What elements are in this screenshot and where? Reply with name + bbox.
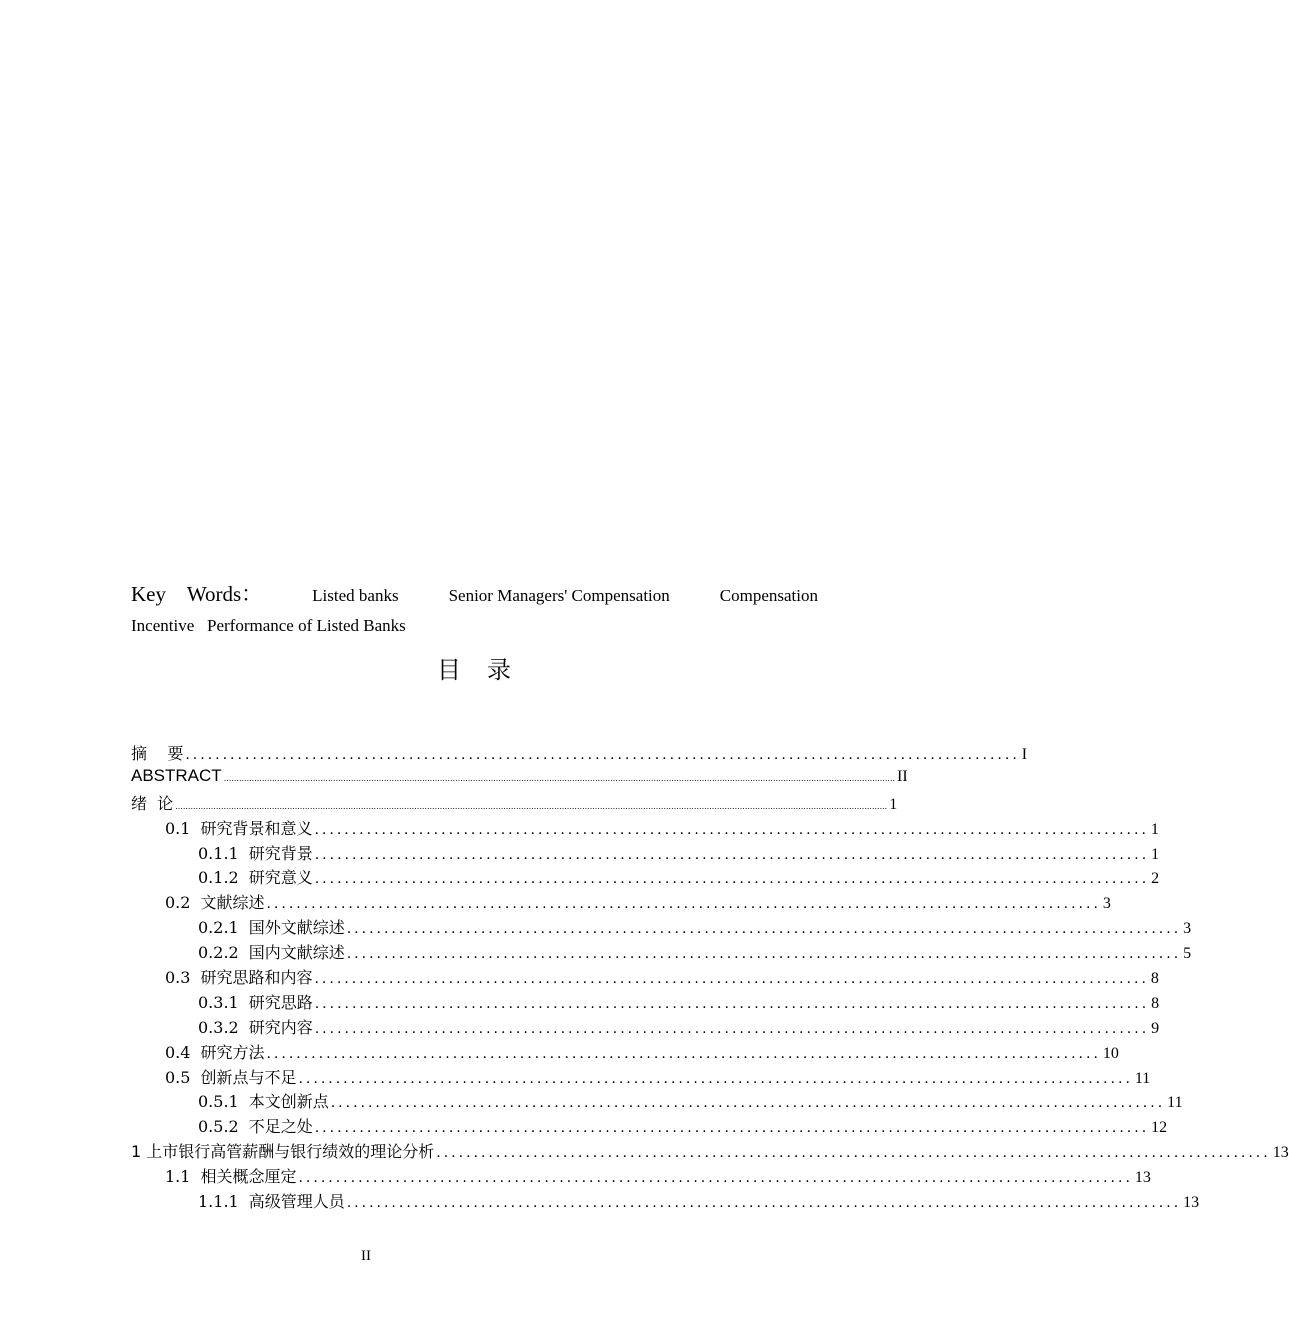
toc-leader-dots: ................................................................................................................ [314, 995, 1150, 1012]
toc-entry-number: 0.2.2 [198, 943, 239, 963]
toc-leader-dots: ................................................................................................................ [346, 921, 1182, 938]
toc-entry-label: 创新点与不足 [200, 1067, 297, 1087]
toc-entry-page: 11 [1167, 1094, 1183, 1112]
toc-entry-number: 0.5 [165, 1067, 191, 1087]
toc-entry[interactable] [131, 890, 1111, 915]
keywords-line [131, 578, 818, 608]
toc-entry-page: 13 [1134, 1169, 1151, 1187]
toc-leader-dots: ................................................................................................................ [185, 747, 1020, 763]
page-number: II [361, 1248, 371, 1264]
toc-entry-page: 2 [1151, 870, 1160, 888]
toc-entry-page: 5 [1183, 945, 1192, 963]
toc-leader-dots: ................................................................................................................ [314, 1120, 1150, 1137]
toc-title: 目录 [437, 656, 537, 684]
toc-leader-dots: ................................................................................................................ [330, 1095, 1166, 1112]
toc-leader-dots: ................................................................................................................ [436, 1145, 1271, 1162]
toc-entry-page: 11 [1134, 1069, 1151, 1087]
toc-entry[interactable] [131, 1114, 1168, 1139]
keyword-3: Compensation [719, 586, 818, 605]
toc-leader-dots: ................................................................................................................ [346, 1195, 1182, 1212]
keywords-line-2: Incentive Performance of Listed Banks [131, 616, 406, 635]
toc-entry-page: 3 [1102, 895, 1111, 913]
toc-entry-abstract-cn[interactable] [131, 741, 1028, 766]
toc-entry-label: 不足之处 [248, 1117, 313, 1137]
toc-leader-dots: ................................................................................................................ [346, 946, 1182, 963]
toc-entry-label: 本文创新点 [248, 1092, 329, 1112]
table-of-contents [131, 741, 1289, 1214]
toc-entry[interactable] [131, 1164, 1151, 1189]
toc-entry-page: 1 [1151, 845, 1160, 863]
toc-leader-dots: ........................................................................................................................................................................................................................................................................................ [175, 801, 888, 811]
keywords-label: Key Words： [131, 582, 263, 606]
toc-entry-page: 13 [1272, 1144, 1289, 1162]
toc-entry-label: 研究背景和意义 [200, 818, 313, 838]
keyword-1: Listed banks [312, 586, 399, 605]
toc-entry-number: 0.2.1 [198, 918, 239, 938]
toc-entry-label: 研究方法 [200, 1042, 265, 1062]
toc-leader-dots: ................................................................................................................ [298, 1170, 1133, 1187]
toc-entry[interactable] [131, 841, 1160, 866]
toc-entry-label: ABSTRACT [131, 765, 222, 785]
toc-entry[interactable] [131, 816, 1159, 841]
toc-entry[interactable] [131, 915, 1192, 940]
toc-entry-number: 0.1.1 [198, 843, 239, 863]
toc-entry-number: 0.1 [165, 818, 191, 838]
toc-entry-number: 0.3 [165, 968, 191, 988]
toc-entry[interactable] [131, 1015, 1160, 1040]
toc-entry-label: 1 上市银行高管薪酬与银行绩效的理论分析 [131, 1142, 435, 1162]
toc-leader-dots: ................................................................................................................ [314, 971, 1149, 988]
toc-entry[interactable] [131, 1189, 1200, 1214]
keyword-2: Senior Managers' Compensation [448, 586, 670, 605]
toc-entry-label: 研究内容 [248, 1017, 313, 1037]
toc-entry-page: 1 [1150, 820, 1159, 838]
toc-entry-number: 0.2 [165, 893, 191, 913]
toc-entry-page: 13 [1183, 1194, 1200, 1212]
toc-entry-page: 8 [1151, 994, 1160, 1012]
toc-entry-page: 1 [889, 795, 898, 813]
toc-entry-number: 1.1.1 [198, 1192, 239, 1212]
toc-entry-number: 0.3.1 [198, 992, 239, 1012]
toc-leader-dots: ................................................................................................................ [266, 896, 1101, 913]
toc-entry[interactable] [131, 1040, 1119, 1065]
toc-entry[interactable] [131, 990, 1160, 1015]
toc-leader-dots: ................................................................................................................ [314, 821, 1149, 838]
toc-leader-dots: ................................................................................................................ [266, 1045, 1101, 1062]
toc-entry-number: 0.5.2 [198, 1117, 239, 1137]
toc-entry-number: 1.1 [165, 1167, 191, 1187]
toc-entry-number: 0.4 [165, 1042, 191, 1062]
toc-leader-dots: ................................................................................................................ [298, 1070, 1133, 1087]
toc-entry-label: 国外文献综述 [248, 918, 345, 938]
toc-entry-label: 研究思路 [248, 992, 313, 1012]
toc-entry-page: 9 [1151, 1019, 1160, 1037]
toc-entry[interactable] [131, 965, 1159, 990]
toc-entry-label: 研究思路和内容 [200, 968, 313, 988]
toc-entry-number: 0.1.2 [198, 868, 239, 888]
toc-entry[interactable] [131, 865, 1160, 890]
toc-entry[interactable] [131, 1065, 1151, 1090]
toc-entry-page: 10 [1102, 1044, 1119, 1062]
toc-leader-dots: ................................................................................................................ [314, 1020, 1150, 1037]
toc-entry-label: 摘 要 [131, 744, 184, 763]
toc-entry-abstract-en[interactable] [131, 765, 908, 791]
toc-entry-number: 0.5.1 [198, 1092, 239, 1112]
toc-entry-label: 国内文献综述 [248, 943, 345, 963]
toc-entry-page: 3 [1183, 920, 1192, 938]
toc-entry[interactable] [131, 1089, 1183, 1114]
toc-entry-label: 相关概念厘定 [200, 1167, 297, 1187]
toc-entry-page: 12 [1151, 1119, 1168, 1137]
toc-entry-number: 0.3.2 [198, 1017, 239, 1037]
toc-entry-page: II [897, 767, 908, 785]
toc-leader-dots: ................................................................................................................ [314, 871, 1150, 888]
toc-entry-label: 文献综述 [200, 893, 265, 913]
toc-entry-label: 研究意义 [248, 868, 313, 888]
toc-entry-chapter-1[interactable] [131, 1139, 1289, 1164]
toc-entry-page: 8 [1150, 970, 1159, 988]
toc-entry-page: I [1021, 746, 1028, 763]
toc-entry[interactable] [131, 940, 1192, 965]
toc-leader-dots: ................................................................................................................ [314, 846, 1150, 863]
toc-entry-label: 绪 论 [131, 793, 174, 813]
toc-leader-dots: ........................................................................................................................................................................................................................................................................ [223, 773, 896, 783]
toc-entry-label: 研究背景 [248, 843, 313, 863]
toc-entry-label: 高级管理人员 [248, 1192, 345, 1212]
toc-entry-introduction[interactable] [131, 791, 898, 816]
